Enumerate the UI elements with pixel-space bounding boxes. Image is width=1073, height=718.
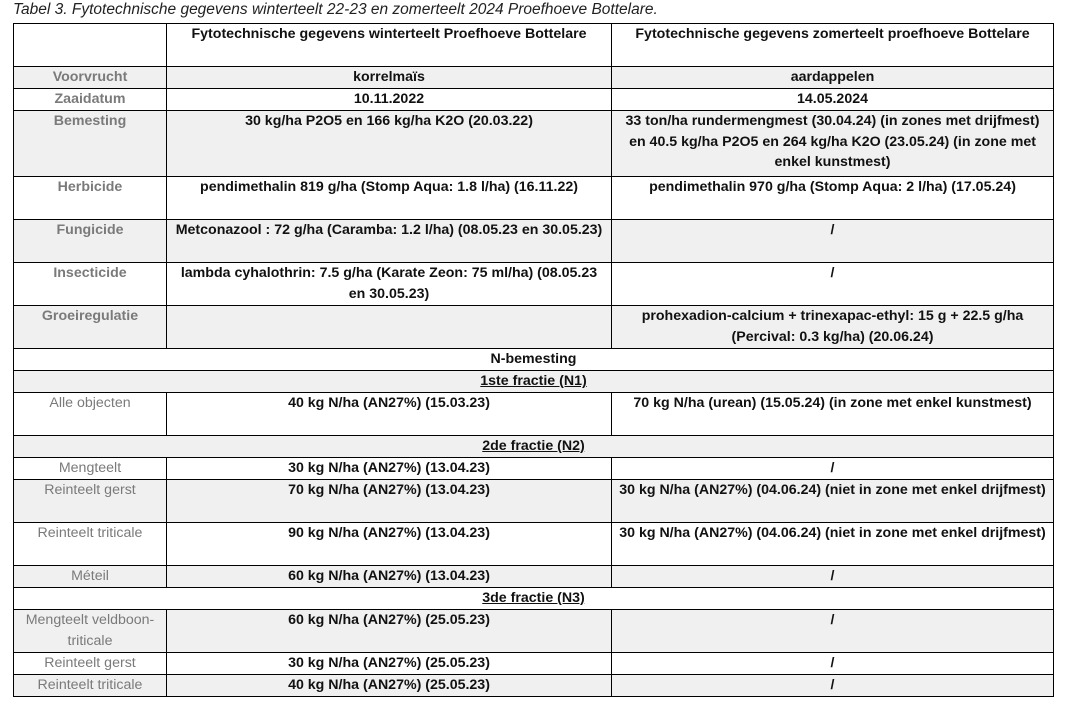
header-winterteelt: Fytotechnische gegevens winterteelt Proefhoeve Bottelare (167, 24, 612, 67)
row-n3-reinteelt-gerst (14, 653, 1054, 675)
cell-zomer: 33 ton/ha rundermengmest (30.04.24) (in zones met drijfmest) en 40.5 kg/ha P2O5 en 264 kg/ha K2O (23.05.24) (in zone met enkel kunstmest) (612, 111, 1054, 177)
cell-zomer: 30 kg N/ha (AN27%) (04.06.24) (niet in zone met enkel drijfmest) (612, 480, 1054, 523)
cell-winter: 40 kg N/ha (AN27%) (15.03.23) (167, 393, 612, 436)
cell-zomer: / (612, 610, 1054, 653)
row-label: Groeiregulatie (14, 306, 167, 349)
row-n2-reinteelt-gerst (14, 480, 1054, 523)
row-groeiregulatie (14, 306, 1054, 349)
row-n2-meteil (14, 566, 1054, 588)
cell-zomer: / (612, 566, 1054, 588)
table-caption: Tabel 3. Fytotechnische gegevens winterteelt 22-23 en zomerteelt 2024 Proefhoeve Bottelare. (13, 1, 658, 18)
section-title-n1 (14, 371, 1054, 393)
cell-zomer: 70 kg N/ha (urean) (15.05.24) (in zone met enkel kunstmest) (612, 393, 1054, 436)
row-n1-alle-objecten (14, 393, 1054, 436)
section-title-n-bemesting: N-bemesting (14, 349, 1054, 371)
row-insecticide (14, 263, 1054, 306)
cell-zomer: prohexadion-calcium + trinexapac-ethyl: 15 g + 22.5 g/ha (Percival: 0.3 kg/ha) (20.06.24) (612, 306, 1054, 349)
row-n2-mengteelt (14, 458, 1054, 480)
cell-winter: 90 kg N/ha (AN27%) (13.04.23) (167, 523, 612, 566)
cell-zomer: / (612, 458, 1054, 480)
row-zaaidatum (14, 89, 1054, 111)
row-label: Reinteelt triticale (14, 523, 167, 566)
row-label: Reinteelt gerst (14, 653, 167, 675)
row-label: Voorvrucht (14, 67, 167, 89)
section-title-n2-text: 2de fractie (N2) (482, 438, 585, 454)
cell-zomer: aardappelen (612, 67, 1054, 89)
row-n1-title (14, 371, 1054, 393)
row-herbicide (14, 177, 1054, 220)
cell-winter: 40 kg N/ha (AN27%) (25.05.23) (167, 675, 612, 697)
row-n3-title (14, 588, 1054, 610)
cell-zomer: 30 kg N/ha (AN27%) (04.06.24) (niet in zone met enkel drijfmest) (612, 523, 1054, 566)
header-empty-cell (14, 24, 167, 67)
cell-zomer: / (612, 263, 1054, 306)
row-n3-mengteelt (14, 610, 1054, 653)
row-n3-reinteelt-triticale (14, 675, 1054, 697)
cell-zomer: / (612, 220, 1054, 263)
row-voorvrucht (14, 67, 1054, 89)
row-label: Reinteelt triticale (14, 675, 167, 697)
table-header-row (14, 24, 1054, 67)
row-label: Alle objecten (14, 393, 167, 436)
row-label: Mengteelt (14, 458, 167, 480)
row-label: Insecticide (14, 263, 167, 306)
header-zomerteelt: Fytotechnische gegevens zomerteelt proefhoeve Bottelare (612, 24, 1054, 67)
cell-zomer: / (612, 675, 1054, 697)
row-label: Reinteelt gerst (14, 480, 167, 523)
row-label: Bemesting (14, 111, 167, 177)
cell-winter: 30 kg N/ha (AN27%) (25.05.23) (167, 653, 612, 675)
row-fungicide (14, 220, 1054, 263)
cell-zomer: / (612, 653, 1054, 675)
row-n2-reinteelt-triticale (14, 523, 1054, 566)
row-label: Herbicide (14, 177, 167, 220)
cell-winter: 30 kg N/ha (AN27%) (13.04.23) (167, 458, 612, 480)
cell-winter: 60 kg N/ha (AN27%) (13.04.23) (167, 566, 612, 588)
fytotechnische-gegevens-table (13, 23, 1054, 697)
cell-winter: 10.11.2022 (167, 89, 612, 111)
cell-zomer: 14.05.2024 (612, 89, 1054, 111)
cell-winter: korrelmaïs (167, 67, 612, 89)
row-bemesting (14, 111, 1054, 177)
cell-winter: 30 kg/ha P2O5 en 166 kg/ha K2O (20.03.22) (167, 111, 612, 177)
section-title-n3-text: 3de fractie (N3) (482, 590, 585, 606)
row-label: Mengteelt veldboon-triticale (14, 610, 167, 653)
row-n2-title (14, 436, 1054, 458)
cell-winter: 60 kg N/ha (AN27%) (25.05.23) (167, 610, 612, 653)
row-label: Fungicide (14, 220, 167, 263)
section-title-n2 (14, 436, 1054, 458)
cell-winter (167, 306, 612, 349)
cell-winter: lambda cyhalothrin: 7.5 g/ha (Karate Zeon: 75 ml/ha) (08.05.23 en 30.05.23) (167, 263, 612, 306)
section-title-n1-text: 1ste fractie (N1) (480, 373, 587, 389)
row-label: Méteil (14, 566, 167, 588)
row-n-bemesting-title (14, 349, 1054, 371)
cell-winter: Metconazool : 72 g/ha (Caramba: 1.2 l/ha) (08.05.23 en 30.05.23) (167, 220, 612, 263)
cell-winter: pendimethalin 819 g/ha (Stomp Aqua: 1.8 l/ha) (16.11.22) (167, 177, 612, 220)
row-label: Zaaidatum (14, 89, 167, 111)
section-title-n3 (14, 588, 1054, 610)
cell-winter: 70 kg N/ha (AN27%) (13.04.23) (167, 480, 612, 523)
cell-zomer: pendimethalin 970 g/ha (Stomp Aqua: 2 l/ha) (17.05.24) (612, 177, 1054, 220)
